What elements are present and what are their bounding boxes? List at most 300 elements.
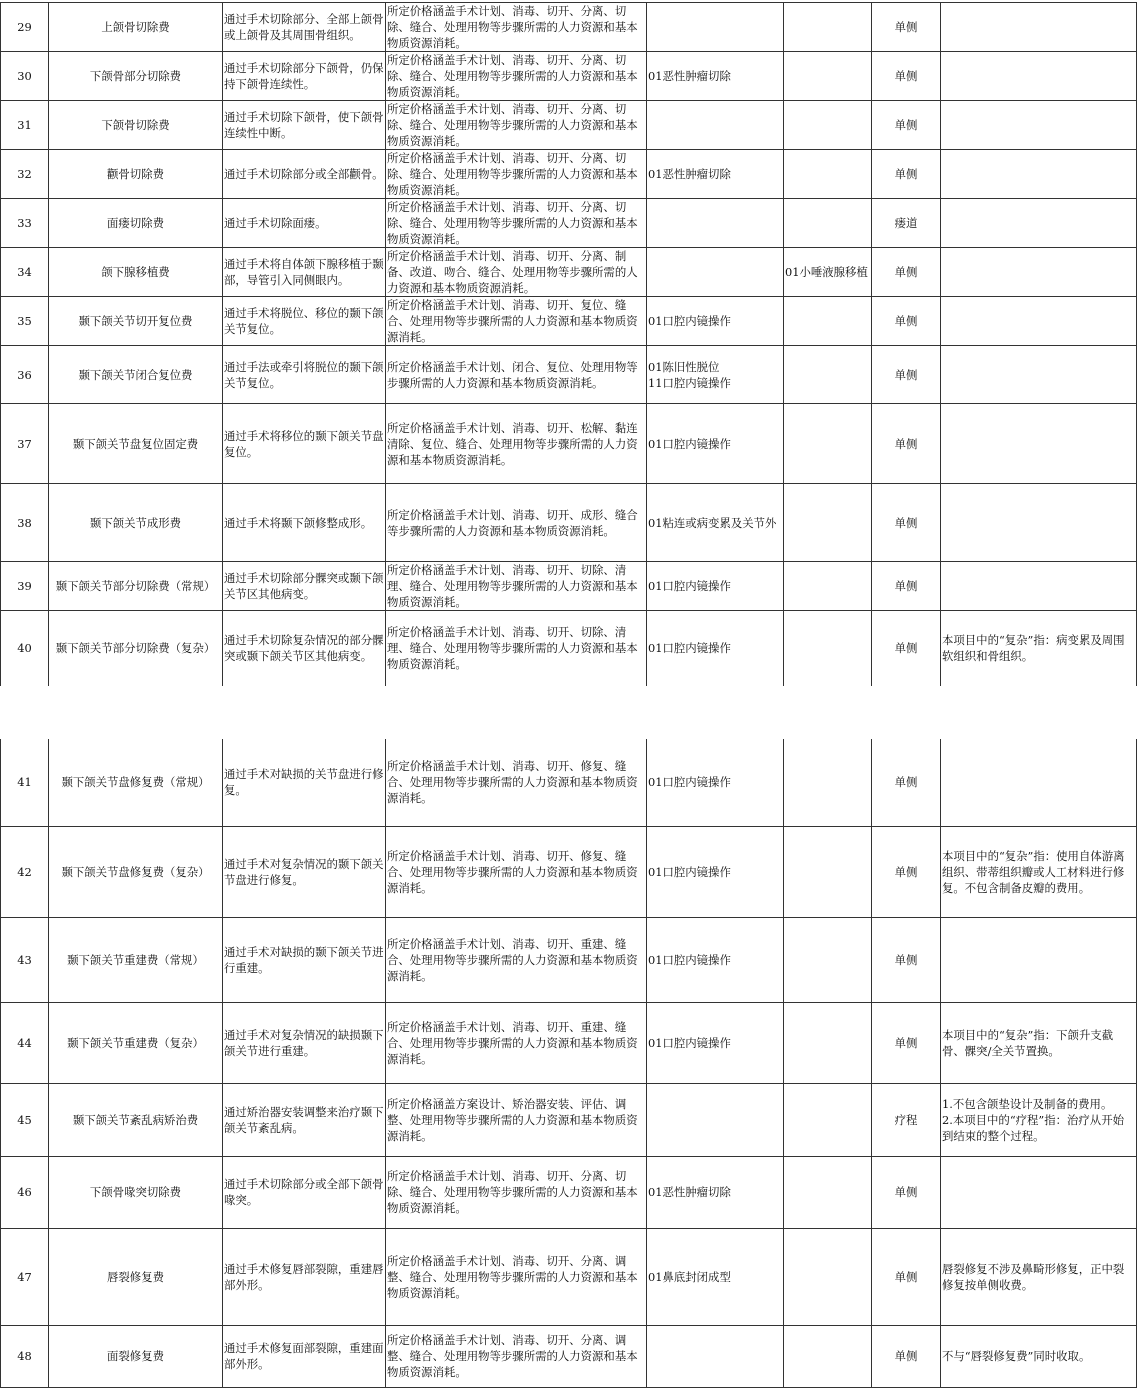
item-name-cell [49,1228,223,1325]
billing-unit-cell [872,1325,941,1387]
billing-unit: 单侧 [894,1035,918,1050]
billing-unit: 单侧 [894,1349,918,1363]
item-number: 32 [17,167,32,181]
item-number-cell [1,1228,49,1325]
addon-items-cell [647,52,784,101]
extension-items-cell [784,52,872,101]
billing-unit: 单侧 [894,641,918,656]
table-row [1,1325,1137,1387]
item-description: 本项目中的“复杂”指：病变累及周围软组织和骨组织。 [942,633,1125,664]
addon-items-cell [647,346,784,404]
item-description-cell [941,1156,1137,1228]
billing-unit-cell [872,3,941,52]
billing-unit: 单侧 [894,1269,918,1284]
pricing-scope: 所定价格涵盖手术计划、消毒、切开、分离、切除、缝合、处理用物等步骤所需的人力资源和基本物质资源消耗。 [387,102,638,148]
pricing-scope-cell [386,248,647,297]
pricing-scope-cell [386,1228,647,1325]
item-description-cell [941,1002,1137,1083]
pricing-scope-cell [386,1325,647,1387]
item-name: 颞下颌关节切开复位费 [78,314,193,328]
pricing-scope: 所定价格涵盖手术计划、消毒、切开、重建、缝合、处理用物等步骤所需的人力资源和基本物质资源消耗。 [387,936,638,983]
item-number-cell [1,101,49,150]
addon-items-cell [647,3,784,52]
pricing-scope-cell [386,1002,647,1083]
item-number-cell [1,1002,49,1083]
item-content: 通过手术对缺损的关节盘进行修复。 [224,767,384,798]
addon-items-cell [647,297,784,346]
item-description: 1.不包含颌垫设计及制备的费用。 2.本项目中的“疗程”指：治疗从开始到结束的整个过程。 [942,1096,1124,1143]
item-number-cell [1,484,49,562]
addon-items: 01陈旧性脱位 11口腔内镜操作 [648,359,731,390]
pricing-scope: 所定价格涵盖手术计划、消毒、切开、修复、缝合、处理用物等步骤所需的人力资源和基本物质资源消耗。 [387,848,638,895]
item-content: 通过手术切除下颌骨，使下颌骨连续性中断。 [224,110,384,140]
table-row [1,346,1137,404]
item-content: 通过手术修复唇部裂隙，重建唇部外形。 [224,1261,384,1292]
pricing-scope: 所定价格涵盖手术计划、消毒、切开、切除、清理、缝合、处理用物等步骤所需的人力资源和基本物质资源消耗。 [387,563,638,609]
item-content-cell [223,1228,386,1325]
item-name-cell [49,3,223,52]
price-table-page-2 [0,739,1137,1388]
table-row [1,404,1137,484]
pricing-scope-cell [386,297,647,346]
billing-unit-cell [872,1083,941,1156]
addon-items-cell [647,1083,784,1156]
billing-unit: 单侧 [894,265,918,279]
addon-items: 01口腔内镜操作 [648,436,731,451]
extension-items-cell [784,611,872,686]
extension-items-cell [784,1228,872,1325]
billing-unit: 疗程 [894,1112,918,1127]
item-name-cell [49,917,223,1002]
item-number-cell [1,611,49,686]
extension-items-cell [784,404,872,484]
table-row [1,101,1137,150]
item-number-cell [1,52,49,101]
item-number: 38 [17,515,32,530]
addon-items-cell [647,404,784,484]
addon-items-cell [647,248,784,297]
pricing-scope-cell [386,3,647,52]
pricing-scope-cell [386,739,647,826]
item-name: 颞下颌关节部分切除费（复杂） [55,641,216,656]
extension-items-cell [784,1083,872,1156]
item-number-cell [1,199,49,248]
item-content-cell [223,1325,386,1387]
item-content-cell [223,739,386,826]
item-name: 颞下颌关节重建费（常规） [67,952,204,967]
billing-unit-cell [872,1228,941,1325]
extension-items-cell [784,199,872,248]
billing-unit-cell [872,1156,941,1228]
billing-unit-cell [872,150,941,199]
item-content: 通过手术切除部分、全部上颌骨或上颌骨及其周围骨组织。 [224,12,384,42]
item-content-cell [223,1002,386,1083]
item-description-cell [941,826,1137,917]
item-content-cell [223,484,386,562]
item-name-cell [49,1325,223,1387]
pricing-scope: 所定价格涵盖手术计划、消毒、切开、分离、制备、改道、吻合、缝合、处理用物等步骤所需的人力资源和基本物质资源消耗。 [387,249,638,295]
item-name-cell [49,101,223,150]
pricing-scope-cell [386,484,647,562]
item-content: 通过手术将颞下颌修整成形。 [224,515,373,530]
item-name: 下颌骨喙突切除费 [89,1185,182,1199]
item-number: 36 [17,367,32,382]
item-number: 30 [17,69,32,83]
addon-items: 01口腔内镜操作 [648,864,731,879]
billing-unit-cell [872,297,941,346]
addon-items-cell [647,611,784,686]
item-number-cell [1,562,49,611]
billing-unit-cell [872,52,941,101]
item-content: 通过手术对复杂情况的缺损颞下颌关节进行重建。 [224,1027,384,1058]
item-content-cell [223,248,386,297]
item-name-cell [49,1156,223,1228]
item-description-cell [941,484,1137,562]
item-number-cell [1,3,49,52]
item-number-cell [1,1325,49,1387]
item-content-cell [223,297,386,346]
item-name: 颞下颌关节紊乱病矫治费 [72,1112,199,1127]
billing-unit: 单侧 [894,314,918,328]
billing-unit-cell [872,199,941,248]
billing-unit: 单侧 [894,952,918,967]
item-content: 通过手术切除部分下颌骨，仍保持下颌骨连续性。 [224,61,384,91]
extension-items-cell [784,297,872,346]
pricing-scope: 所定价格涵盖手术计划、消毒、切开、切除、清理、缝合、处理用物等步骤所需的人力资源和基本物质资源消耗。 [387,625,638,672]
item-number-cell [1,917,49,1002]
item-name: 面裂修复费 [107,1349,164,1363]
item-description-cell [941,346,1137,404]
item-content: 通过手术将自体颌下腺移植于颞部，导管引入同侧眼内。 [224,257,384,287]
pricing-scope: 所定价格涵盖手术计划、消毒、切开、分离、切除、缝合、处理用物等步骤所需的人力资源和基本物质资源消耗。 [387,53,638,99]
table-row [1,297,1137,346]
pricing-scope: 所定价格涵盖手术计划、消毒、切开、分离、调整、缝合、处理用物等步骤所需的人力资源和基本物质资源消耗。 [387,1333,638,1379]
addon-items-cell [647,101,784,150]
item-name-cell [49,1002,223,1083]
item-name-cell [49,1083,223,1156]
item-name: 颞下颌关节盘复位固定费 [72,436,199,451]
item-content: 通过手术切除面瘘。 [224,216,327,230]
pricing-scope: 所定价格涵盖手术计划、消毒、切开、分离、切除、缝合、处理用物等步骤所需的人力资源和基本物质资源消耗。 [387,151,638,197]
billing-unit-cell [872,562,941,611]
table-row [1,248,1137,297]
pricing-scope-cell [386,404,647,484]
table-row [1,1083,1137,1156]
item-description-cell [941,562,1137,611]
table-row [1,917,1137,1002]
item-number: 44 [17,1035,32,1050]
item-description-cell [941,404,1137,484]
extension-items-cell [784,1002,872,1083]
item-description: 本项目中的“复杂”指：下颌升支截骨、髁突/全关节置换。 [942,1027,1114,1058]
item-description-cell [941,1083,1137,1156]
billing-unit-cell [872,826,941,917]
billing-unit: 单侧 [894,864,918,879]
item-name: 颞下颌关节部分切除费（常规） [55,579,216,593]
item-name: 下颌骨切除费 [101,118,170,132]
item-content-cell [223,1083,386,1156]
item-description-cell [941,917,1137,1002]
pricing-scope-cell [386,611,647,686]
item-description-cell [941,297,1137,346]
pricing-scope: 所定价格涵盖手术计划、消毒、切开、分离、切除、缝合、处理用物等步骤所需的人力资源和基本物质资源消耗。 [387,1169,638,1215]
table-row [1,199,1137,248]
item-name-cell [49,150,223,199]
table-row [1,150,1137,199]
item-content-cell [223,611,386,686]
item-name: 颞下颌关节盘修复费（复杂） [61,864,210,879]
billing-unit: 单侧 [894,775,918,790]
item-name: 颧骨切除费 [107,167,164,181]
item-number: 41 [17,775,32,790]
addon-items-cell [647,1002,784,1083]
pricing-scope-cell [386,1083,647,1156]
extension-items-cell [784,484,872,562]
item-number-cell [1,404,49,484]
item-content: 通过手术对缺损的颞下颌关节进行重建。 [224,944,384,975]
item-description-cell [941,1228,1137,1325]
item-number-cell [1,346,49,404]
billing-unit-cell [872,917,941,1002]
item-name-cell [49,297,223,346]
item-content: 通过手术切除部分或全部颧骨。 [224,167,384,181]
item-content: 通过手术将脱位、移位的颞下颌关节复位。 [224,306,384,336]
pricing-scope: 所定价格涵盖手术计划、闭合、复位、处理用物等步骤所需的人力资源和基本物质资源消耗。 [387,359,638,390]
pricing-scope-cell [386,562,647,611]
item-number: 40 [17,641,32,656]
billing-unit: 单侧 [894,69,918,83]
billing-unit: 单侧 [894,167,918,181]
extension-items-cell [784,1325,872,1387]
table-row [1,562,1137,611]
addon-items-cell [647,1156,784,1228]
item-content-cell [223,150,386,199]
item-description-cell [941,52,1137,101]
pricing-scope-cell [386,150,647,199]
item-content: 通过手术将移位的颞下颌关节盘复位。 [224,428,384,459]
item-number: 33 [17,216,32,230]
price-table-page-1 [0,2,1137,686]
item-content: 通过手术切除复杂情况的部分髁突或颞下颌关节区其他病变。 [224,633,384,664]
item-name-cell [49,562,223,611]
item-number-cell [1,826,49,917]
item-number-cell [1,1083,49,1156]
billing-unit-cell [872,484,941,562]
item-number: 47 [17,1269,32,1284]
item-number-cell [1,739,49,826]
extension-items-cell [784,917,872,1002]
pricing-scope-cell [386,199,647,248]
item-number: 34 [17,265,32,279]
addon-items-cell [647,739,784,826]
item-description-cell [941,248,1137,297]
extension-items: 01小唾液腺移植 [785,265,868,279]
item-content-cell [223,3,386,52]
item-content: 通过手术修复面部裂隙，重建面部外形。 [224,1341,384,1371]
item-name: 颞下颌关节闭合复位费 [78,367,193,382]
item-name: 颞下颌关节成形费 [89,515,182,530]
addon-items-cell [647,484,784,562]
table-row [1,739,1137,826]
extension-items-cell [784,101,872,150]
pricing-scope: 所定价格涵盖手术计划、消毒、切开、分离、调整、缝合、处理用物等步骤所需的人力资源和基本物质资源消耗。 [387,1253,638,1300]
item-number: 48 [17,1349,32,1363]
item-name: 颌下腺移植费 [101,265,170,279]
extension-items-cell [784,562,872,611]
item-name-cell [49,346,223,404]
extension-items-cell [784,150,872,199]
addon-items: 01恶性肿瘤切除 [648,167,731,181]
extension-items-cell [784,1156,872,1228]
item-description: 本项目中的“复杂”指：使用自体游离组织、带蒂组织瓣或人工材料进行修复。不包含制备皮瓣的费用。 [942,848,1125,895]
addon-items-cell [647,1228,784,1325]
billing-unit: 单侧 [894,20,918,34]
item-description-cell [941,611,1137,686]
pricing-scope-cell [386,1156,647,1228]
item-description-cell [941,101,1137,150]
addon-items: 01口腔内镜操作 [648,641,731,656]
addon-items-cell [647,150,784,199]
item-name: 下颌骨部分切除费 [89,69,182,83]
item-name-cell [49,484,223,562]
item-content-cell [223,917,386,1002]
item-name: 颞下颌关节盘修复费（常规） [61,775,210,790]
item-number-cell [1,248,49,297]
item-name-cell [49,826,223,917]
item-content-cell [223,199,386,248]
billing-unit-cell [872,611,941,686]
item-number: 42 [17,864,32,879]
item-number: 29 [17,20,32,34]
addon-items: 01口腔内镜操作 [648,314,731,328]
table-row [1,1156,1137,1228]
item-number: 39 [17,579,32,593]
item-number-cell [1,150,49,199]
billing-unit: 单侧 [894,436,918,451]
item-description: 唇裂修复不涉及鼻畸形修复，正中裂修复按单侧收费。 [942,1261,1125,1292]
item-number-cell [1,297,49,346]
item-content-cell [223,101,386,150]
addon-items-cell [647,826,784,917]
addon-items: 01鼻底封闭成型 [648,1269,731,1284]
item-content-cell [223,52,386,101]
billing-unit: 单侧 [894,515,918,530]
addon-items-cell [647,562,784,611]
billing-unit: 单侧 [894,118,918,132]
extension-items-cell [784,248,872,297]
table-row [1,484,1137,562]
item-number: 31 [17,118,32,132]
item-number: 43 [17,952,32,967]
table-body-page-2 [1,739,1137,1387]
table-row [1,1002,1137,1083]
billing-unit: 瘘道 [894,216,918,230]
item-description-cell [941,199,1137,248]
item-content: 通过手术对复杂情况的颞下颌关节盘进行修复。 [224,856,384,887]
item-content-cell [223,1156,386,1228]
extension-items-cell [784,826,872,917]
item-content: 通过矫治器安装调整来治疗颞下颌关节紊乱病。 [224,1104,384,1135]
extension-items-cell [784,739,872,826]
item-number: 35 [17,314,32,328]
item-content-cell [223,826,386,917]
pricing-scope: 所定价格涵盖手术计划、消毒、切开、松解、黏连清除、复位、缝合、处理用物等步骤所需的人力资源和基本物质资源消耗。 [387,420,638,467]
item-description-cell [941,739,1137,826]
addon-items: 01口腔内镜操作 [648,579,731,593]
table-body-page-1 [1,3,1137,686]
pricing-scope: 所定价格涵盖手术计划、消毒、切开、分离、切除、缝合、处理用物等步骤所需的人力资源和基本物质资源消耗。 [387,200,638,246]
addon-items: 01恶性肿瘤切除 [648,69,731,83]
billing-unit-cell [872,248,941,297]
pricing-scope: 所定价格涵盖手术计划、消毒、切开、重建、缝合、处理用物等步骤所需的人力资源和基本物质资源消耗。 [387,1019,638,1066]
pricing-scope: 所定价格涵盖手术计划、消毒、切开、修复、缝合、处理用物等步骤所需的人力资源和基本物质资源消耗。 [387,759,638,806]
item-name: 颞下颌关节重建费（复杂） [67,1035,204,1050]
billing-unit: 单侧 [894,579,918,593]
item-description-cell [941,150,1137,199]
addon-items: 01口腔内镜操作 [648,775,731,790]
addon-items: 01口腔内镜操作 [648,952,731,967]
pricing-scope-cell [386,52,647,101]
item-content: 通过手术切除部分或全部下颌骨喙突。 [224,1177,384,1207]
extension-items-cell [784,3,872,52]
item-number: 46 [17,1185,32,1199]
billing-unit-cell [872,404,941,484]
pricing-scope: 所定价格涵盖方案设计、矫治器安装、评估、调整、处理用物等步骤所需的人力资源和基本物质资源消耗。 [387,1096,638,1143]
extension-items-cell [784,346,872,404]
pricing-scope: 所定价格涵盖手术计划、消毒、切开、成形、缝合等步骤所需的人力资源和基本物质资源消耗。 [387,507,638,538]
addon-items-cell [647,199,784,248]
addon-items-cell [647,1325,784,1387]
pricing-scope: 所定价格涵盖手术计划、消毒、切开、分离、切除、缝合、处理用物等步骤所需的人力资源和基本物质资源消耗。 [387,4,638,50]
table-row [1,52,1137,101]
pricing-scope-cell [386,826,647,917]
item-content: 通过手术切除部分髁突或颞下颌关节区其他病变。 [224,571,384,601]
billing-unit: 单侧 [894,367,918,382]
item-content-cell [223,346,386,404]
item-name-cell [49,611,223,686]
pricing-scope: 所定价格涵盖手术计划、消毒、切开、复位、缝合、处理用物等步骤所需的人力资源和基本物质资源消耗。 [387,298,638,344]
item-number: 45 [17,1112,32,1127]
addon-items: 01粘连或病变累及关节外 [648,515,777,530]
item-name: 上颌骨切除费 [101,20,170,34]
item-name-cell [49,52,223,101]
item-content-cell [223,404,386,484]
item-description-cell [941,1325,1137,1387]
item-name-cell [49,739,223,826]
table-row [1,611,1137,686]
item-content: 通过手法或牵引将脱位的颞下颌关节复位。 [224,359,384,390]
item-name-cell [49,199,223,248]
table-row [1,3,1137,52]
pricing-scope-cell [386,346,647,404]
pricing-scope-cell [386,101,647,150]
item-description-cell [941,3,1137,52]
pricing-scope-cell [386,917,647,1002]
billing-unit-cell [872,101,941,150]
item-number-cell [1,1156,49,1228]
billing-unit-cell [872,1002,941,1083]
table-row [1,1228,1137,1325]
billing-unit-cell [872,346,941,404]
table-row [1,826,1137,917]
billing-unit: 单侧 [894,1185,918,1199]
addon-items: 01恶性肿瘤切除 [648,1185,731,1199]
item-number: 37 [17,436,32,451]
item-name: 面瘘切除费 [107,216,164,230]
addon-items-cell [647,917,784,1002]
item-description: 不与“唇裂修复费”同时收取。 [942,1349,1091,1363]
item-name: 唇裂修复费 [107,1269,164,1284]
